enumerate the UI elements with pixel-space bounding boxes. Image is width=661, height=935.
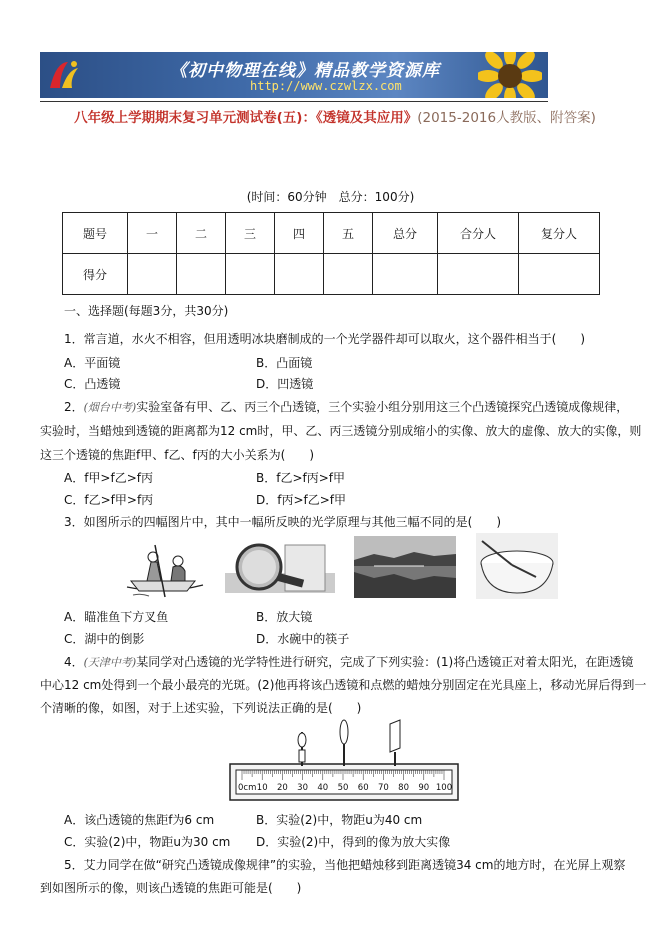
score-cell: 二 xyxy=(177,213,226,254)
q1-option-b[interactable]: B．凸面镜 xyxy=(256,356,313,370)
sunflower-icon xyxy=(478,52,542,98)
q2-text-1: 实验室备有甲、乙、丙三个凸透镜，三个实验小组分别用这三个凸透镜探究凸透镜成像规律， xyxy=(136,400,629,414)
q4-option-a[interactable]: A．该凸透镜的焦距f为6 cm xyxy=(64,813,215,827)
score-cell: 得分 xyxy=(63,254,128,295)
q4-option-c[interactable]: C．实验(2)中，物距u为30 cm xyxy=(64,835,231,849)
lake-reflection-image xyxy=(354,536,456,598)
score-input-cell[interactable] xyxy=(438,254,519,295)
logo-icon xyxy=(46,58,82,92)
question-4-line-2: 中心12 cm处得到一个最小最亮的光斑。(2)他再将该凸透镜和点燃的蜡烛分别固定在光具座上，移动光屏后得到一 xyxy=(40,678,647,692)
ruler-tick-label: 60 xyxy=(357,783,369,793)
optical-bench-diagram xyxy=(228,718,460,808)
magnifier-image xyxy=(225,543,335,595)
title-suffix: (2015-2016人教版、附答案) xyxy=(417,110,596,126)
score-input-cell[interactable] xyxy=(275,254,324,295)
score-cell: 题号 xyxy=(63,213,128,254)
score-cell: 复分人 xyxy=(519,213,600,254)
page-title xyxy=(30,105,640,131)
score-table xyxy=(62,212,600,295)
header-banner xyxy=(40,52,548,98)
q4-text-1: 某同学对凸透镜的光学特性进行研究，完成了下列实验：(1)将凸透镜正对着太阳光，在距透镜 xyxy=(136,655,634,669)
q4-source: (天津中考) xyxy=(83,656,137,669)
score-input-cell[interactable] xyxy=(177,254,226,295)
title-main: 八年级上学期期末复习单元测试卷(五)：《透镜及其应用》 xyxy=(74,110,418,126)
section-heading: 一、选择题(每题3分，共30分) xyxy=(64,304,229,318)
q4-option-d[interactable]: D．实验(2)中，得到的像为放大实像 xyxy=(256,835,451,849)
ruler-tick-label: 50 xyxy=(337,783,349,793)
ruler-tick-label: 90 xyxy=(418,783,430,793)
score-header-row xyxy=(63,213,600,254)
score-value-row xyxy=(63,254,600,295)
score-cell: 一 xyxy=(128,213,177,254)
q4-option-b[interactable]: B．实验(2)中，物距u为40 cm xyxy=(256,813,423,827)
q4-number: 4． xyxy=(64,655,84,669)
question-2-line-3: 这三个透镜的焦距f甲、f乙、f丙的大小关系为( ) xyxy=(40,448,315,462)
question-1: 1．常言道，水火不相容，但用透明冰块磨制成的一个光学器件却可以取火，这个器件相当于( ) xyxy=(64,332,586,346)
question-4-line-1 xyxy=(64,654,633,671)
score-input-cell[interactable] xyxy=(324,254,373,295)
score-cell: 四 xyxy=(275,213,324,254)
score-input-cell[interactable] xyxy=(128,254,177,295)
question-4-line-3: 个清晰的像，如图，对于上述实验，下列说法正确的是( ) xyxy=(40,701,362,715)
lens-icon xyxy=(340,720,348,766)
ruler-tick-label: 20 xyxy=(276,783,288,793)
screen-icon xyxy=(390,720,400,766)
q2-option-a[interactable]: A．f甲>f乙>f丙 xyxy=(64,471,153,485)
score-input-cell[interactable] xyxy=(226,254,275,295)
ruler-tick-label: 10 xyxy=(256,783,268,793)
exam-time: (时间：60分钟 总分：100分) xyxy=(246,190,415,204)
q1-option-c[interactable]: C．凸透镜 xyxy=(64,377,121,391)
banner-url[interactable]: http://www.czwlzx.com xyxy=(250,79,402,93)
ruler-unit-label: 0cm xyxy=(238,783,257,793)
question-2-line-1 xyxy=(64,399,628,416)
ruler-tick-label: 100 xyxy=(435,783,453,793)
q1-option-a[interactable]: A．平面镜 xyxy=(64,356,121,370)
spear-fishing-image xyxy=(125,535,205,599)
score-cell: 合分人 xyxy=(438,213,519,254)
q3-option-d[interactable]: D．水碗中的筷子 xyxy=(256,632,350,646)
ruler-tick-label: 80 xyxy=(398,783,410,793)
q1-option-d[interactable]: D．凹透镜 xyxy=(256,377,314,391)
banner-title: 《初中物理在线》精品教学资源库 xyxy=(170,61,440,81)
q2-number: 2． xyxy=(64,400,84,414)
score-input-cell[interactable] xyxy=(373,254,438,295)
ruler-tick-label: 40 xyxy=(317,783,329,793)
q2-option-b[interactable]: B．f乙>f丙>f甲 xyxy=(256,471,346,485)
question-5-line-2: 到如图所示的像，则该凸透镜的焦距可能是( ) xyxy=(40,881,302,895)
question-5-line-1: 5．艾力同学在做“研究凸透镜成像规律”的实验，当他把蜡烛移到距离透镜34 cm的地方时，在光屏上观察 xyxy=(64,858,626,872)
ruler-tick-label: 70 xyxy=(377,783,389,793)
score-cell: 五 xyxy=(324,213,373,254)
candle-icon xyxy=(298,732,306,766)
q2-option-d[interactable]: D．f丙>f乙>f甲 xyxy=(256,493,347,507)
q3-option-b[interactable]: B．放大镜 xyxy=(256,610,313,624)
q3-option-c[interactable]: C．湖中的倒影 xyxy=(64,632,145,646)
header-rule xyxy=(40,101,548,102)
score-cell: 总分 xyxy=(373,213,438,254)
question-2-line-2: 实验时，当蜡烛到透镜的距离都为12 cm时，甲、乙、丙三透镜分别成缩小的实像、放大的虚像、放大的实像，则 xyxy=(40,424,642,438)
chopsticks-bowl-image xyxy=(476,533,558,599)
q2-source: (烟台中考) xyxy=(83,401,137,414)
score-cell: 三 xyxy=(226,213,275,254)
q3-option-a[interactable]: A．瞄准鱼下方叉鱼 xyxy=(64,610,169,624)
ruler-tick-label: 30 xyxy=(297,783,309,793)
question-3: 3．如图所示的四幅图片中，其中一幅所反映的光学原理与其他三幅不同的是( ) xyxy=(64,515,502,529)
q2-option-c[interactable]: C．f乙>f甲>f丙 xyxy=(64,493,154,507)
score-input-cell[interactable] xyxy=(519,254,600,295)
